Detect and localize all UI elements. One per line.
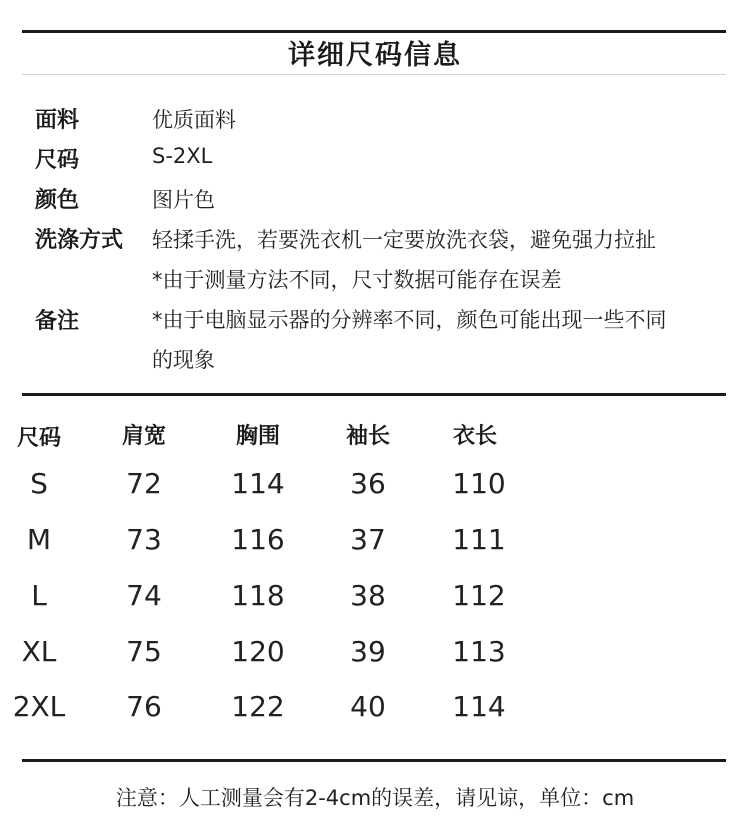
cell-length: 110	[452, 467, 506, 500]
remark-label: 备注	[35, 309, 80, 334]
cell-chest: 122	[231, 690, 285, 723]
measurement-note: *由于测量方法不同，尺寸数据可能存在误差	[152, 268, 562, 292]
cell-chest: 118	[231, 579, 285, 612]
remark-value-line2: 的现象	[152, 348, 215, 372]
title-divider	[22, 74, 726, 75]
wash-value: 轻揉手洗，若要洗衣机一定要放洗衣袋，避免强力拉扯	[152, 228, 656, 252]
cell-sleeve: 39	[350, 635, 386, 668]
table-top-rule	[22, 393, 726, 396]
cell-shoulder: 72	[126, 467, 162, 500]
cell-chest: 120	[231, 635, 285, 668]
color-label: 颜色	[35, 188, 80, 213]
cell-size: XL	[21, 635, 57, 668]
fabric-label: 面料	[35, 108, 80, 133]
size-value: S-2XL	[152, 144, 213, 168]
cell-size: M	[26, 523, 52, 556]
header-length: 衣长	[452, 424, 497, 449]
cell-chest: 116	[231, 523, 285, 556]
cell-size: L	[31, 579, 47, 612]
cell-size: 2XL	[12, 690, 66, 723]
remark-value-line1: *由于电脑显示器的分辨率不同，颜色可能出现一些不同	[152, 308, 667, 332]
cell-sleeve: 38	[350, 579, 386, 612]
wash-label: 洗涤方式	[35, 228, 124, 253]
footer-note: 注意：人工测量会有2-4cm的误差，请见谅，单位：cm	[115, 786, 635, 810]
header-chest: 胸围	[235, 424, 280, 449]
cell-size: S	[30, 467, 48, 500]
cell-shoulder: 75	[126, 635, 162, 668]
cell-chest: 114	[231, 467, 285, 500]
cell-shoulder: 73	[126, 523, 162, 556]
cell-length: 112	[452, 579, 506, 612]
cell-length: 114	[452, 690, 506, 723]
cell-sleeve: 40	[350, 690, 386, 723]
header-sleeve: 袖长	[345, 424, 390, 449]
cell-length: 111	[452, 523, 506, 556]
cell-length: 113	[452, 635, 506, 668]
color-value: 图片色	[152, 188, 215, 212]
cell-sleeve: 37	[350, 523, 386, 556]
fabric-value: 优质面料	[152, 108, 236, 132]
cell-sleeve: 36	[350, 467, 386, 500]
footer-rule	[22, 759, 726, 762]
page-title: 详细尺码信息	[288, 40, 462, 71]
header-shoulder: 肩宽	[121, 424, 166, 449]
cell-shoulder: 74	[126, 579, 162, 612]
cell-shoulder: 76	[126, 690, 162, 723]
size-label: 尺码	[35, 148, 80, 173]
header-size: 尺码	[16, 426, 61, 451]
